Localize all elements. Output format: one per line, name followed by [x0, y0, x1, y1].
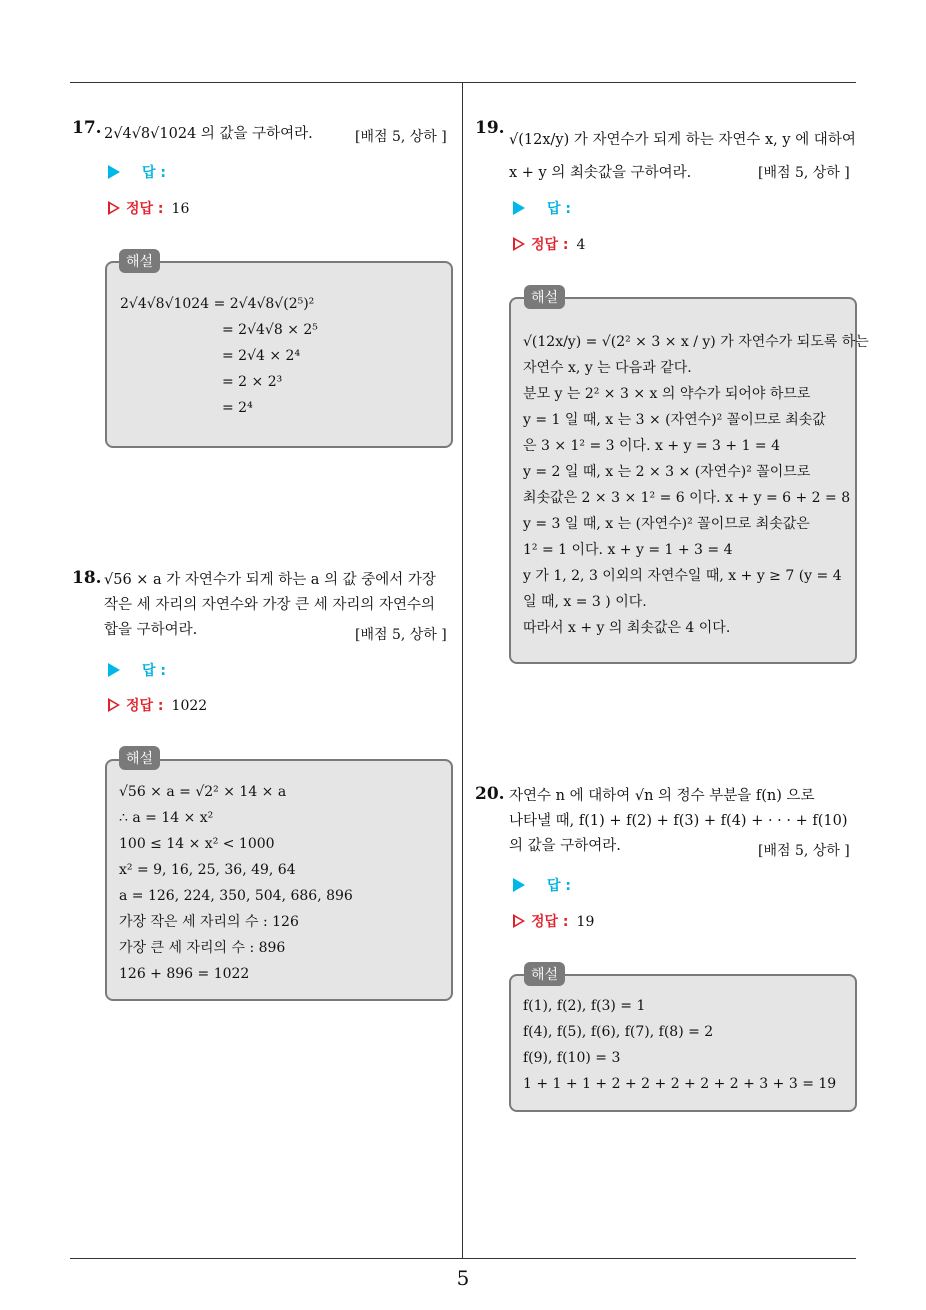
column-divider	[462, 82, 463, 1258]
explanation-box	[105, 261, 453, 448]
question-number: 18.	[72, 568, 102, 588]
play-icon	[108, 165, 120, 179]
answer-label: 답 :	[547, 201, 571, 217]
explanation-tag: 해설	[119, 249, 160, 273]
explanation-line: y = 2 일 때, x 는 2 × 3 × (자연수)² 꼴이므로	[523, 464, 811, 480]
question-line: √(12x/y) 가 자연수가 되게 하는 자연수 x, y 에 대하여	[509, 132, 856, 148]
answer-row[interactable]	[513, 875, 571, 895]
explanation-line: 최솟값은 2 × 3 × 1² = 6 이다. x + y = 6 + 2 = 8	[523, 490, 851, 506]
explanation-line: = 2√4√8 × 2⁵	[222, 322, 318, 338]
points-label: [배점 5, 상하 ]	[355, 129, 447, 145]
explanation-line: 1 + 1 + 1 + 2 + 2 + 2 + 2 + 2 + 3 + 3 = 19	[523, 1076, 837, 1092]
explanation-line: 분모 y 는 2² × 3 × x 의 약수가 되어야 하므로	[523, 386, 811, 402]
correct-value: 19	[576, 914, 595, 930]
explanation-line: f(1), f(2), f(3) = 1	[523, 998, 646, 1014]
correct-label: 정답 :	[126, 201, 164, 217]
explanation-line: 100 ≤ 14 × x² < 1000	[119, 836, 275, 852]
points-label: [배점 5, 상하 ]	[758, 165, 850, 181]
play-icon	[513, 878, 525, 892]
explanation-line: ∴ a = 14 × x²	[119, 810, 214, 826]
explanation-line: 1² = 1 이다. x + y = 1 + 3 = 4	[523, 542, 733, 558]
answer-row[interactable]	[513, 198, 571, 218]
question-text: 2√4√8√1024 의 값을 구하여라.	[104, 126, 313, 142]
question-line: 합을 구하여라.	[104, 622, 198, 638]
explanation-line: a = 126, 224, 350, 504, 686, 896	[119, 888, 353, 904]
correct-answer-row	[108, 695, 207, 715]
explanation-line: x² = 9, 16, 25, 36, 49, 64	[119, 862, 296, 878]
explanation-tag: 해설	[524, 285, 565, 309]
explanation-line: y = 1 일 때, x 는 3 × (자연수)² 꼴이므로 최솟값	[523, 412, 826, 428]
question-line: 자연수 n 에 대하여 √n 의 정수 부분을 f(n) 으로	[509, 788, 815, 804]
correct-value: 4	[576, 237, 586, 253]
explanation-line: √(12x/y) = √(2² × 3 × x / y) 가 자연수가 되도록 하는	[523, 334, 869, 350]
explanation-box	[105, 759, 453, 1001]
explanation-line: 가장 큰 세 자리의 수 : 896	[119, 940, 286, 956]
explanation-line: 2√4√8√1024 = 2√4√8√(2⁵)²	[120, 296, 315, 312]
question-number: 17.	[72, 118, 102, 138]
answer-row[interactable]	[108, 162, 166, 182]
explanation-body	[120, 291, 318, 421]
outline-triangle-icon	[108, 698, 120, 712]
correct-answer-row	[108, 198, 189, 218]
explanation-line: = 2√4 × 2⁴	[222, 348, 301, 364]
question-line: 작은 세 자리의 자연수와 가장 큰 세 자리의 자연수의	[104, 597, 436, 613]
explanation-line: f(9), f(10) = 3	[523, 1050, 621, 1066]
explanation-line: f(4), f(5), f(6), f(7), f(8) = 2	[523, 1024, 714, 1040]
explanation-tag: 해설	[524, 962, 565, 986]
explanation-line: 은 3 × 1² = 3 이다. x + y = 3 + 1 = 4	[523, 438, 781, 454]
explanation-line: 따라서 x + y 의 최솟값은 4 이다.	[523, 620, 731, 636]
correct-value: 1022	[171, 698, 208, 714]
points-label: [배점 5, 상하 ]	[355, 627, 447, 643]
explanation-body	[523, 993, 836, 1097]
play-icon	[513, 201, 525, 215]
header-rule	[70, 82, 856, 83]
footer-rule	[70, 1258, 856, 1259]
explanation-body	[523, 329, 869, 641]
play-icon	[108, 663, 120, 677]
correct-label: 정답 :	[531, 914, 569, 930]
question-line: 나타낼 때, f(1) + f(2) + f(3) + f(4) + · · · + f(10)	[509, 813, 848, 829]
outline-triangle-icon	[513, 237, 525, 251]
points-label: [배점 5, 상하 ]	[758, 843, 850, 859]
explanation-line: y 가 1, 2, 3 이외의 자연수일 때, x + y ≥ 7 (y = 4	[523, 568, 842, 584]
page-number: 5	[456, 1266, 470, 1290]
explanation-box	[509, 297, 869, 664]
question-line: 의 값을 구하여라.	[509, 838, 621, 854]
explanation-line: 가장 작은 세 자리의 수 : 126	[119, 914, 299, 930]
explanation-body	[119, 779, 353, 987]
explanation-line: y = 3 일 때, x 는 (자연수)² 꼴이므로 최솟값은	[523, 516, 810, 532]
explanation-tag: 해설	[119, 746, 160, 770]
outline-triangle-icon	[108, 201, 120, 215]
explanation-line: = 2⁴	[222, 400, 253, 416]
correct-answer-row	[513, 911, 594, 931]
answer-label: 답 :	[547, 878, 571, 894]
outline-triangle-icon	[513, 914, 525, 928]
explanation-line: √56 × a = √2² × 14 × a	[119, 784, 287, 800]
answer-label: 답 :	[142, 165, 166, 181]
question-line: x + y 의 최솟값을 구하여라.	[509, 165, 692, 181]
explanation-line: 126 + 896 = 1022	[119, 966, 250, 982]
question-number: 20.	[475, 784, 505, 804]
correct-answer-row	[513, 234, 585, 254]
answer-label: 답 :	[142, 663, 166, 679]
answer-row[interactable]	[108, 660, 166, 680]
question-number: 19.	[475, 118, 505, 138]
explanation-line: 자연수 x, y 는 다음과 같다.	[523, 360, 692, 376]
explanation-line: = 2 × 2³	[222, 374, 283, 390]
explanation-box	[509, 974, 857, 1112]
correct-label: 정답 :	[126, 698, 164, 714]
correct-label: 정답 :	[531, 237, 569, 253]
correct-value: 16	[171, 201, 190, 217]
question-line: √56 × a 가 자연수가 되게 하는 a 의 값 중에서 가장	[104, 572, 436, 588]
explanation-line: 일 때, x = 3 ) 이다.	[523, 594, 647, 610]
